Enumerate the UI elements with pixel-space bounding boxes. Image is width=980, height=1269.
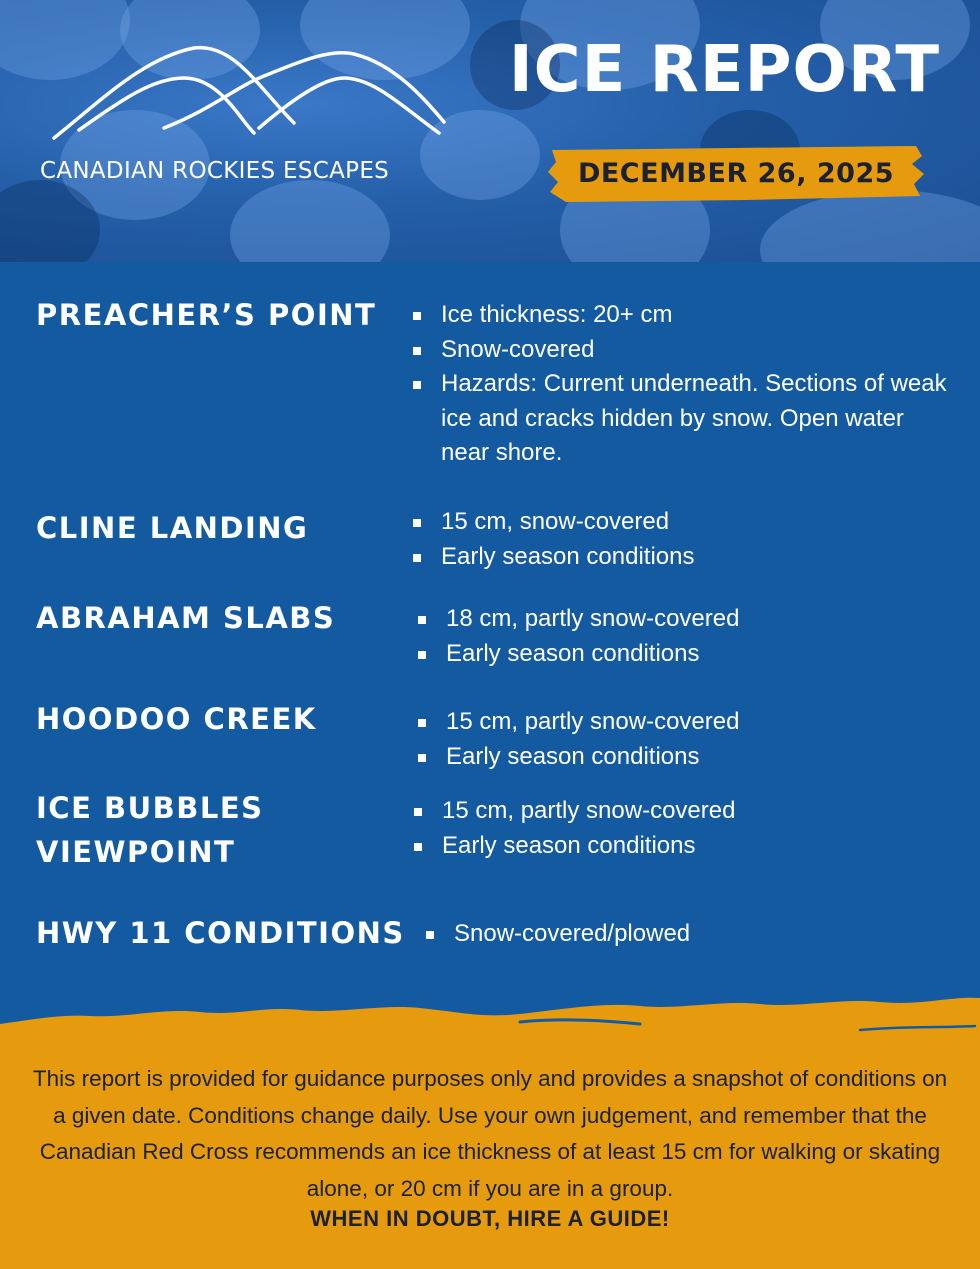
site-name: ABRAHAM SLABS <box>36 601 336 635</box>
site-name: HOODOO CREEK <box>36 702 317 736</box>
condition-item: Early season conditions <box>411 540 951 575</box>
condition-list <box>416 705 956 774</box>
condition-item: Snow-covered <box>411 333 951 368</box>
condition-item: Ice thickness: 20+ cm <box>411 298 951 333</box>
report-date: DECEMBER 26, 2025 <box>577 157 895 189</box>
mountain-logo-icon <box>44 38 454 148</box>
page-title: ICE REPORT <box>508 33 940 107</box>
condition-list <box>411 505 951 574</box>
condition-item: 15 cm, snow-covered <box>411 505 951 540</box>
condition-list <box>412 794 952 863</box>
site-name: HWY 11 CONDITIONS <box>36 916 405 950</box>
condition-item: Early season conditions <box>416 740 956 775</box>
disclaimer-text: This report is provided for guidance purposes only and provides a snapshot of conditions on a given date. Conditions change daily. Use your own judgement, and remember that the Canadian Red Cross recommends an ice thickness of at least 15 cm for walking or skating alone, or 20 cm if you are in a group. <box>32 1066 948 1201</box>
site-name: ICE BUBBLES VIEWPOINT <box>36 791 264 869</box>
condition-item: 15 cm, partly snow-covered <box>416 705 956 740</box>
condition-item: Early season conditions <box>412 829 952 864</box>
call-to-action: WHEN IN DOUBT, HIRE A GUIDE! <box>310 1206 670 1231</box>
condition-item: Early season conditions <box>416 637 956 672</box>
condition-item: 15 cm, partly snow-covered <box>412 794 952 829</box>
condition-item: Hazards: Current underneath. Sections of weak ice and cracks hidden by snow. Open water near shore. <box>411 367 951 471</box>
header-banner <box>0 0 980 262</box>
condition-item: 18 cm, partly snow-covered <box>416 602 956 637</box>
condition-item: Snow-covered/plowed <box>424 917 944 952</box>
condition-list <box>416 602 956 671</box>
brand-name: CANADIAN ROCKIES ESCAPES <box>40 158 390 184</box>
ice-bubble-decoration <box>230 180 390 262</box>
condition-list <box>411 298 951 471</box>
site-name: PREACHER’S POINT <box>36 298 377 332</box>
condition-list <box>424 917 944 952</box>
site-name: CLINE LANDING <box>36 511 309 545</box>
